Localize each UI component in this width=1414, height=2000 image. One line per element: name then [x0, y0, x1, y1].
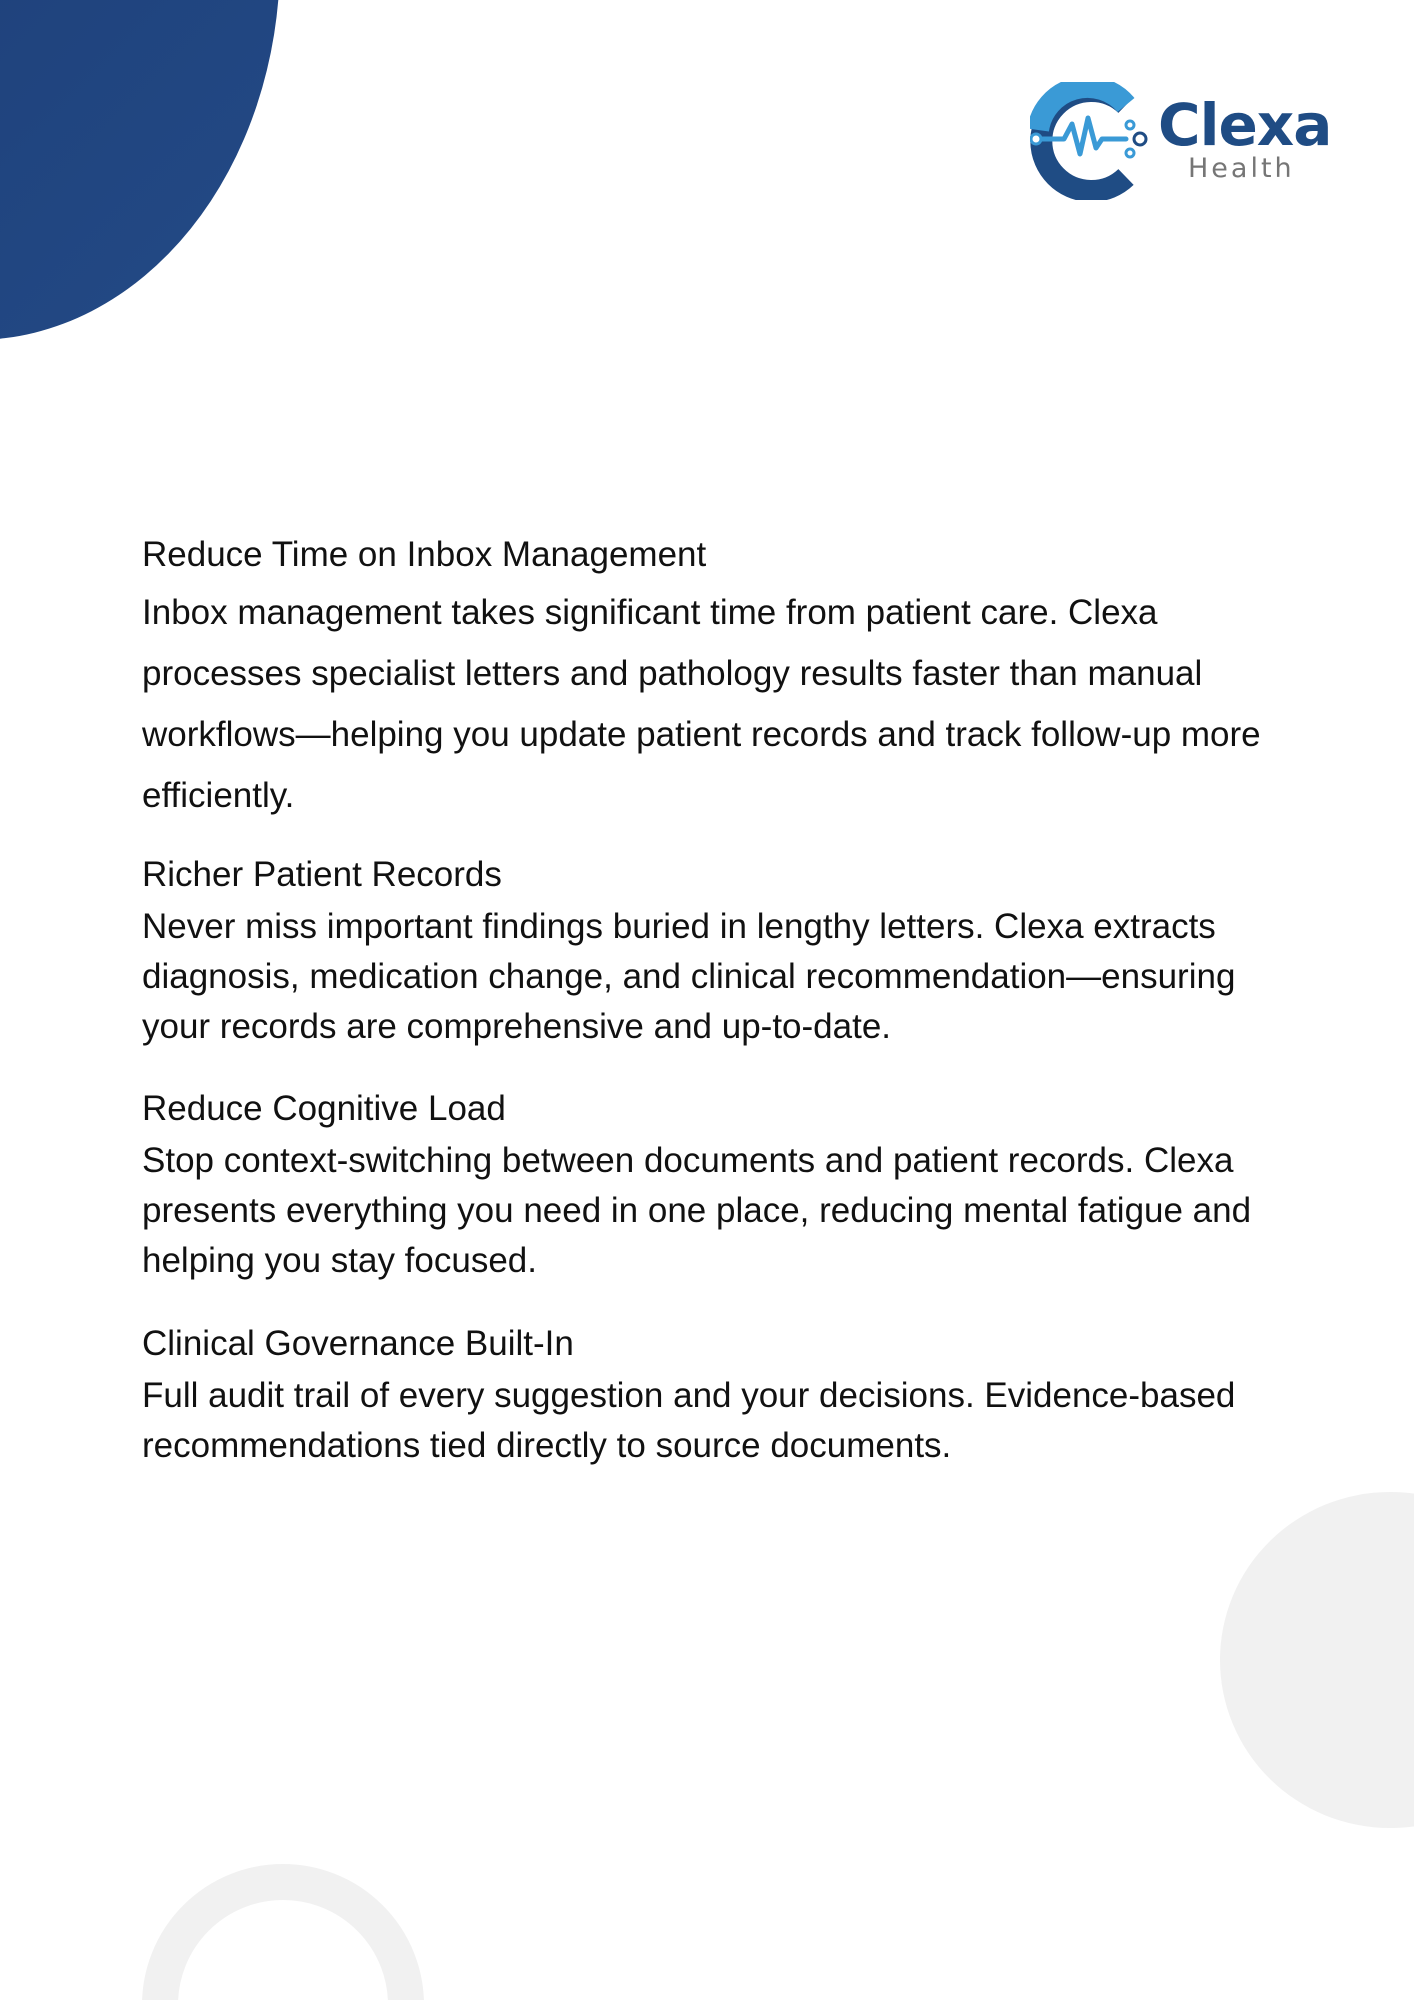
section-inbox-management — [142, 528, 1292, 826]
section-heading: Richer Patient Records — [142, 855, 502, 894]
side-decoration — [1220, 1492, 1414, 1828]
bottom-ring-decoration — [142, 1864, 424, 2000]
section-body: Inbox management takes significant time from patient care. Clexa processes specialist letters and pathology results faster than manual workflows—helping you update patient records and track follow-up more efficiently. — [142, 593, 1261, 815]
section-cognitive-load — [142, 1082, 1292, 1286]
section-heading: Reduce Cognitive Load — [142, 1089, 506, 1128]
brand-subtitle: Health — [1188, 153, 1295, 184]
brand-name: Clexa — [1158, 91, 1332, 159]
section-body: Stop context-switching between documents and patient records. Clexa presents everything you need in one place, reducing mental fatigue and helping you stay focused. — [142, 1141, 1252, 1280]
section-patient-records — [142, 848, 1292, 1052]
main-content — [142, 528, 1292, 1471]
corner-decoration — [0, 0, 280, 340]
section-body: Never miss important findings buried in lengthy letters. Clexa extracts diagnosis, medication change, and clinical recommendation—ensuring your records are comprehensive and up-to-date. — [142, 907, 1236, 1046]
section-heading: Reduce Time on Inbox Management — [142, 535, 707, 574]
section-clinical-governance — [142, 1317, 1292, 1471]
clexa-c-heartbeat-icon — [1030, 82, 1150, 200]
section-heading: Clinical Governance Built-In — [142, 1324, 574, 1363]
brand-logo — [1030, 82, 1330, 200]
section-body: Full audit trail of every suggestion and your decisions. Evidence-based recommendations tied directly to source documents. — [142, 1376, 1236, 1465]
